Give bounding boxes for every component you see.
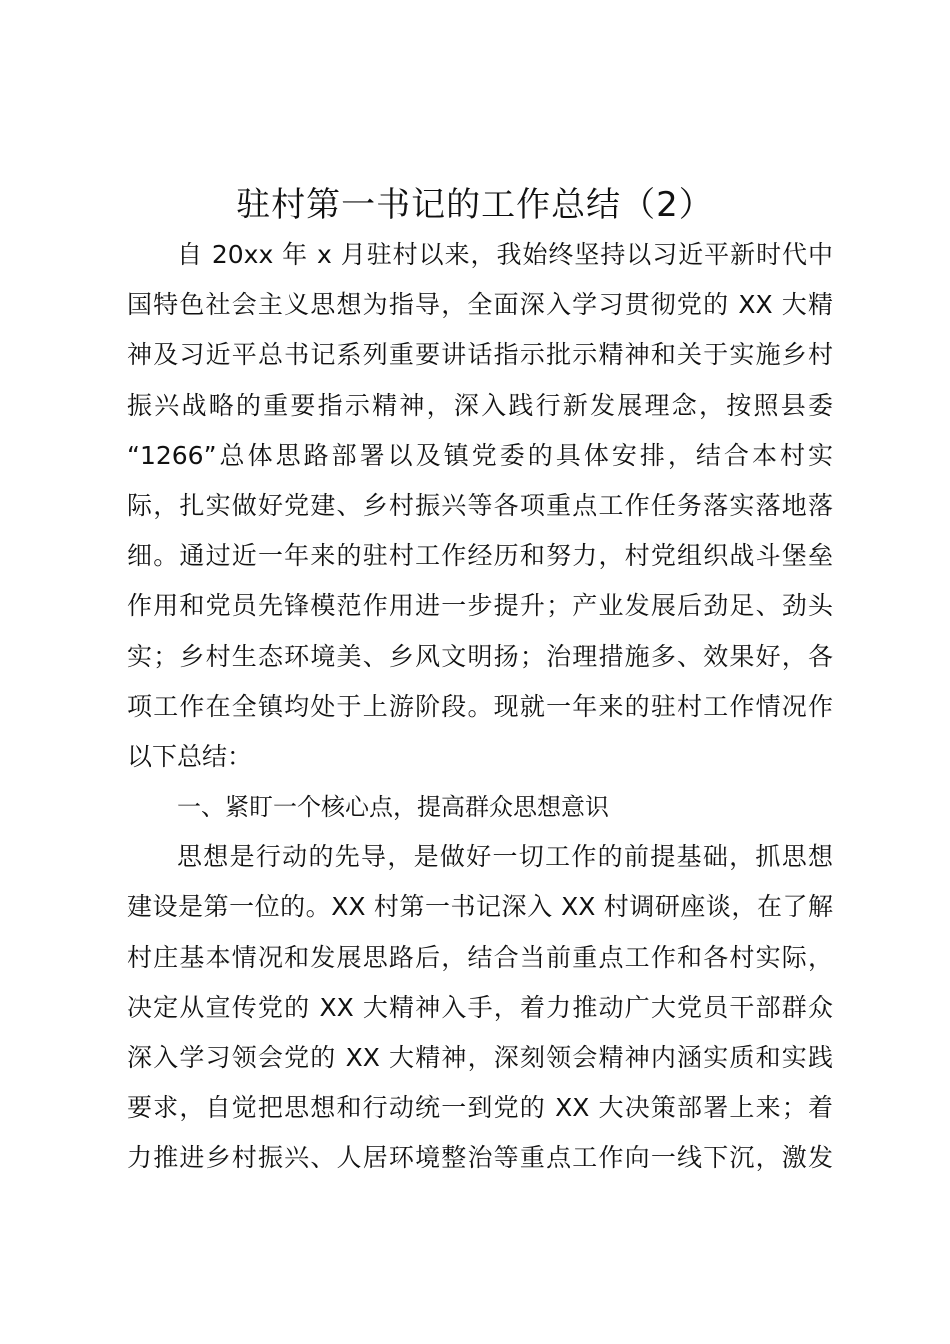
text-line: 振兴战略的重要指示精神，深入践行新发展理念，按照县委 xyxy=(127,390,833,420)
text-line: 项工作在全镇均处于上游阶段。现就一年来的驻村工作情况作 xyxy=(127,691,833,721)
text-line: 作用和党员先锋模范作用进一步提升；产业发展后劲足、劲头 xyxy=(127,591,833,621)
text-line: 力推进乡村振兴、人居环境整治等重点工作向一线下沉，激发 xyxy=(127,1143,833,1173)
text-line: 要求，自觉把思想和行动统一到党的 XX 大决策部署上来；着 xyxy=(127,1093,833,1123)
text-line: 自 20xx 年 x 月驻村以来，我始终坚持以习近平新时代中 xyxy=(177,240,833,269)
document-body xyxy=(127,230,833,1184)
text-line: 建设是第一位的。XX 村第一书记深入 XX 村调研座谈，在了解 xyxy=(127,892,833,922)
text-line: 村庄基本情况和发展思路后，结合当前重点工作和各村实际， xyxy=(127,942,833,972)
document-title: 驻村第一书记的工作总结（2） xyxy=(236,185,714,225)
text-line: 际，扎实做好党建、乡村振兴等各项重点工作任务落实落地落 xyxy=(127,490,833,520)
text-line: 思想是行动的先导，是做好一切工作的前提基础，抓思想 xyxy=(177,842,833,872)
text-line: 实；乡村生态环境美、乡风文明扬；治理措施多、效果好，各 xyxy=(127,641,833,671)
text-line: 神及习近平总书记系列重要讲话指示批示精神和关于实施乡村 xyxy=(127,340,833,370)
text-line: 决定从宣传党的 XX 大精神入手，着力推动广大党员干部群众 xyxy=(127,992,833,1022)
text-line: 以下总结： xyxy=(127,741,253,771)
text-line: “1266”总体思路部署以及镇党委的具体安排，结合本村实 xyxy=(127,440,833,470)
text-line: 国特色社会主义思想为指导，全面深入学习贯彻党的 XX 大精 xyxy=(127,290,833,320)
text-line: 深入学习领会党的 XX 大精神，深刻领会精神内涵实质和实践 xyxy=(127,1043,833,1072)
section-heading: 一、紧盯一个核心点，提高群众思想意识 xyxy=(177,793,609,822)
paragraph-intro xyxy=(127,230,833,782)
text-line: 细。通过近一年来的驻村工作经历和努力，村党组织战斗堡垒 xyxy=(127,541,833,571)
paragraph-section-1 xyxy=(127,832,833,1183)
